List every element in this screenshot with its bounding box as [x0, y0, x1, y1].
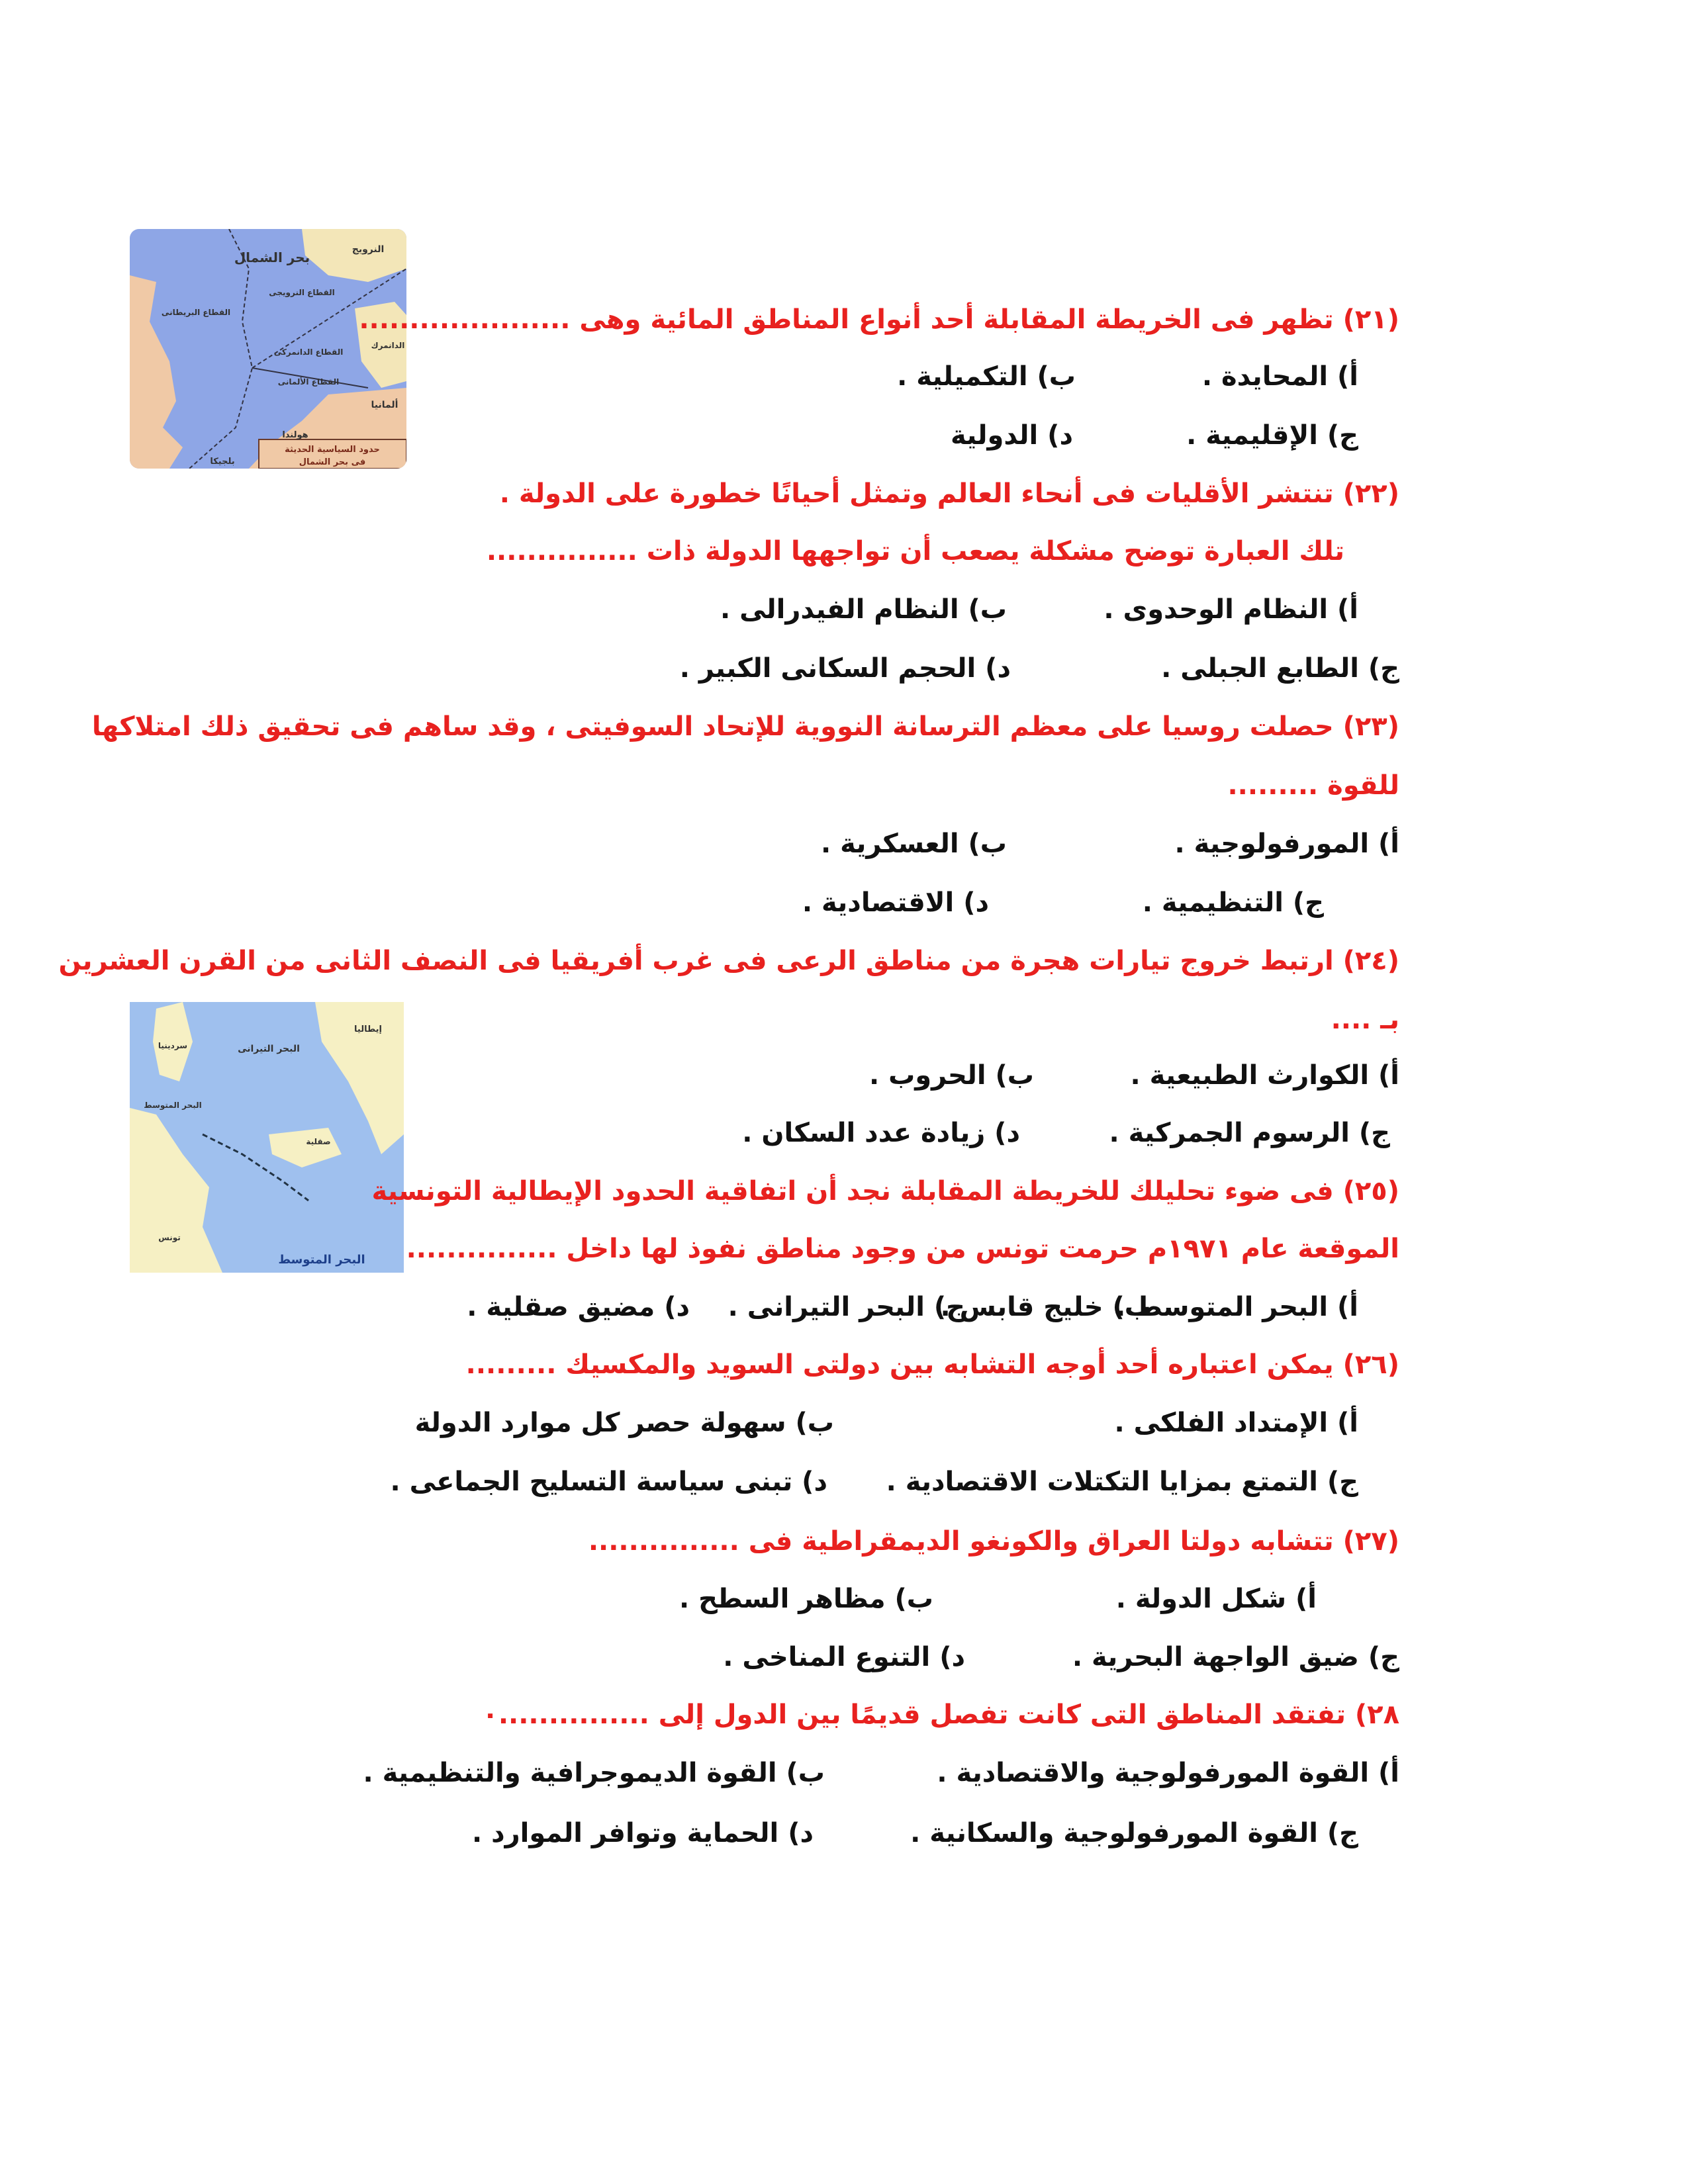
- question-28-option-c[interactable]: ج) القوة المورفولوجية والسكانية .: [910, 1818, 1358, 1848]
- question-25-text: (٢٥) فى ضوء تحليلك للخريطة المقابلة نجد أن اتفاقية الحدود الإيطالية التونسية: [371, 1176, 1399, 1206]
- map-label: صقلية: [306, 1137, 331, 1146]
- question-24-text-line2: بـ ....: [1331, 1005, 1399, 1035]
- question-26-option-b[interactable]: ب) سهولة حصر كل موارد الدولة: [414, 1408, 834, 1438]
- question-22-option-d[interactable]: د) الحجم السكانى الكبير .: [679, 653, 1011, 684]
- question-28-option-a[interactable]: أ) القوة المورفولوجية والاقتصادية .: [937, 1758, 1399, 1788]
- question-21-option-b[interactable]: ب) التكميلية .: [897, 361, 1076, 392]
- map-label: البحر التيرانى: [238, 1044, 300, 1054]
- map-label: القطاع البريطانى: [161, 308, 231, 317]
- map-label: بحر الشمال: [234, 250, 310, 265]
- map-label: القطاع النرويجى: [269, 288, 335, 297]
- map-label: ألمانيا: [371, 400, 399, 410]
- tunisia-italy-map-drawing: [130, 1002, 404, 1273]
- question-22-option-c[interactable]: ج) الطابع الجبلى .: [1161, 653, 1399, 684]
- question-23-option-a[interactable]: أ) المورفولوجية .: [1174, 829, 1399, 859]
- question-27-option-c[interactable]: ج) ضيق الواجهة البحرية .: [1072, 1642, 1399, 1672]
- question-28-option-b[interactable]: ب) القوة الديموجرافية والتنظيمية .: [363, 1758, 825, 1788]
- question-23-option-c[interactable]: ج) التنظيمية .: [1142, 887, 1324, 918]
- map-label: النرويج: [352, 244, 385, 255]
- question-24-option-b[interactable]: ب) الحروب .: [868, 1060, 1034, 1091]
- question-24-option-c[interactable]: ج) الرسوم الجمركية .: [1109, 1118, 1390, 1148]
- question-21-option-c[interactable]: ج) الإقليمية .: [1186, 420, 1358, 451]
- map-label: سردينيا: [158, 1041, 188, 1050]
- question-23-option-b[interactable]: ب) العسكرية .: [821, 829, 1007, 859]
- map-label: البحر المتوسط: [278, 1253, 365, 1267]
- map-label: إيطاليا: [354, 1024, 382, 1034]
- question-23-text-line2: للقوة .........: [1227, 770, 1399, 801]
- north-sea-map-drawing: [130, 229, 406, 469]
- question-27-text: (٢٧) تتشابه دولتا العراق والكونغو الديمقراطية فى ...............: [588, 1526, 1399, 1557]
- question-28-text: ٢٨) تفتقد المناطق التى كانت تفصل قديمًا بين الدول إلى ...............٠: [482, 1700, 1399, 1730]
- question-21-text: (٢١) تظهر فى الخريطة المقابلة أحد أنواع المناطق المائية وهى .....................: [359, 304, 1399, 335]
- question-26-text: (٢٦) يمكن اعتباره أحد أوجه التشابه بين دولتى السويد والمكسيك .........: [465, 1349, 1399, 1380]
- question-25-option-b[interactable]: ب) خليج قابس .: [940, 1292, 1151, 1322]
- question-24-option-a[interactable]: أ) الكوارث الطبيعية .: [1130, 1060, 1399, 1091]
- map-label: البحر المتوسط: [144, 1101, 202, 1110]
- map-label: القطاع الدانمركى: [273, 347, 344, 357]
- question-25-text-line2: الموقعة عام ١٩٧١م حرمت تونس من وجود مناطق نفوذ لها داخل ...............: [406, 1234, 1399, 1264]
- map-label: بلجيكا: [210, 457, 235, 467]
- map-label: تونس: [158, 1233, 181, 1242]
- question-25-option-a[interactable]: أ) البحر المتوسط .: [1115, 1292, 1358, 1322]
- question-25-option-c[interactable]: ج) البحر التيرانى .: [727, 1292, 965, 1322]
- question-21-option-d[interactable]: د) الدولية: [950, 420, 1073, 451]
- question-23-option-d[interactable]: د) الاقتصادية .: [802, 887, 989, 918]
- question-21-option-a[interactable]: أ) المحايدة .: [1201, 361, 1358, 392]
- question-22-option-a[interactable]: أ) النظام الوحدوى .: [1103, 594, 1358, 625]
- question-26-option-a[interactable]: أ) الإمتداد الفلكى .: [1114, 1408, 1358, 1438]
- tunisia-italy-map: [130, 1002, 404, 1273]
- map-label: هولندا: [282, 430, 308, 440]
- question-22-text: (٢٢) تنتشر الأقليات فى أنحاء العالم وتمثل أحيانًا خطورة على الدولة .: [499, 478, 1399, 509]
- question-26-option-c[interactable]: ج) التمتع بمزايا التكتلات الاقتصادية .: [886, 1467, 1358, 1497]
- north-sea-map: [130, 229, 406, 469]
- map-legend: حدود السياسية الحديثة: [285, 445, 380, 455]
- map-legend: فى بحر الشمال: [299, 457, 366, 467]
- map-label: الدانمرك: [371, 341, 405, 350]
- question-27-option-b[interactable]: ب) مظاهر السطح .: [679, 1584, 933, 1614]
- question-24-option-d[interactable]: د) زيادة عدد السكان .: [742, 1118, 1020, 1148]
- question-27-option-d[interactable]: د) التنوع المناخى .: [723, 1642, 965, 1672]
- question-28-option-d[interactable]: د) الحماية وتوافر الموارد .: [471, 1818, 814, 1848]
- question-22-option-b[interactable]: ب) النظام الفيدرالى .: [720, 594, 1007, 625]
- question-25-option-d[interactable]: د) مضيق صقلية .: [467, 1292, 690, 1322]
- question-26-option-d[interactable]: د) تبنى سياسة التسليح الجماعى .: [390, 1467, 827, 1497]
- question-27-option-a[interactable]: أ) شكل الدولة .: [1115, 1584, 1317, 1614]
- question-24-text: (٢٤) ارتبط خروج تيارات هجرة من مناطق الرعى فى غرب أفريقيا فى النصف الثانى من القرن العشرين: [58, 946, 1399, 976]
- map-label: القطاع الألمانى: [277, 377, 340, 387]
- question-22-text-line2: تلك العبارة توضح مشكلة يصعب أن تواجهها الدولة ذات ...............: [486, 536, 1344, 567]
- question-23-text: (٢٣) حصلت روسيا على معظم الترسانة النووية للإتحاد السوفيتى ، وقد ساهم فى تحقيق ذلك امتلاكها: [91, 711, 1399, 742]
